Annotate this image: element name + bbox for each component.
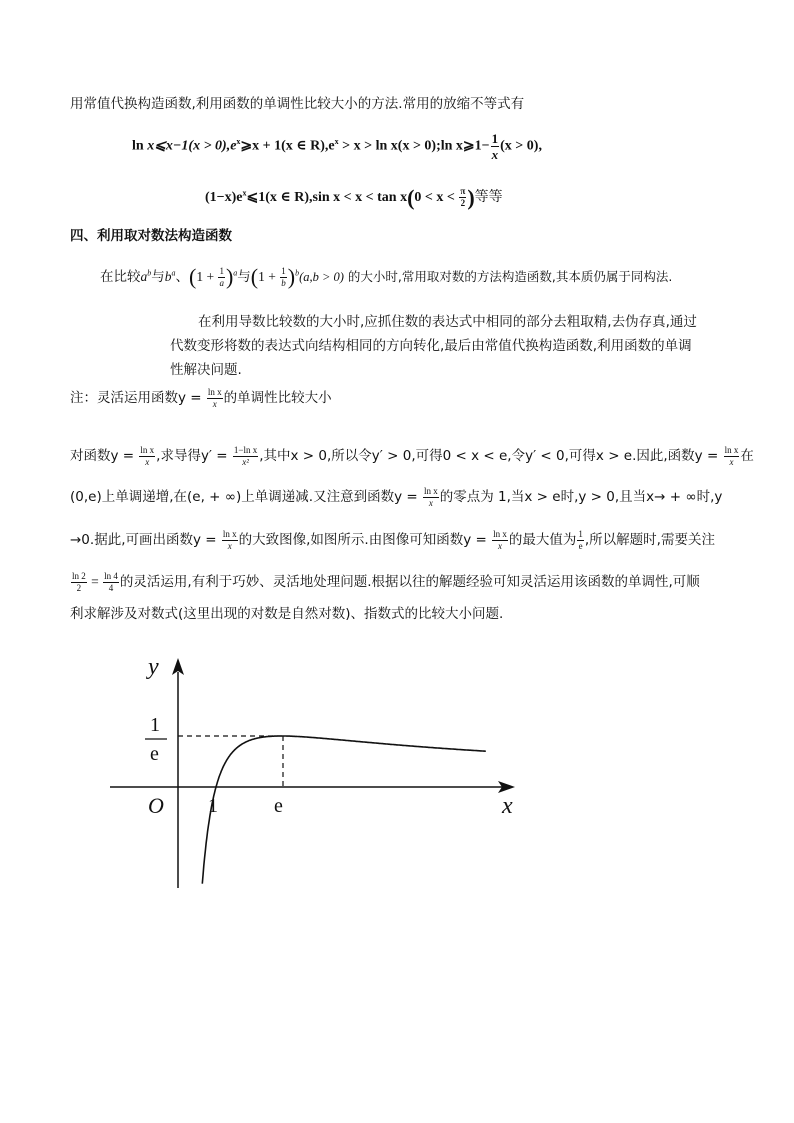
ineq2-part-d: 等等 [474,189,503,205]
intro-paragraph [70,94,524,114]
para-l3f2-den: x [497,540,502,551]
p2-part-g: 的大小时,常用取对数的方法构造函数,其本质仍属于同构法. [343,269,673,284]
p2-part-b: 与 [151,269,165,285]
p2-fraction-2 [280,267,287,288]
ineq2-part-c: 0 < x < [414,190,459,205]
section-heading [70,226,232,246]
note-frac-num: ln x [207,386,222,397]
para-l3f3-num: 1 [578,528,583,539]
p2-d2: 1 + [258,269,280,284]
p2-part-e: 与 [237,269,251,285]
para-l1b: ,求导得y′ = [156,448,232,464]
ineq2-sup-a: x [242,188,247,198]
p2-d2-sup: b [295,268,300,278]
p2-part-a: 在比较 [100,269,141,285]
x-tick-one: 1 [208,795,218,817]
para-l3f3-den: e [578,540,583,551]
para-l2f-num: ln x [423,485,438,496]
p2-b-sup: a [171,268,176,278]
analysis-line-3 [70,527,715,553]
ineq2-open-paren: ( [407,184,415,210]
y-tick-numerator: 1 [150,714,160,736]
ineq1-part-e: (x > 0), [500,138,542,154]
para-l3c: 的最大值为 [508,532,577,548]
para-l3-frac2 [492,530,508,551]
ineq2-frac-num: π [460,186,466,197]
note-frac-den: x [212,398,217,409]
function-graph [100,650,530,895]
analysis-line-4 [70,569,700,595]
note-line [70,385,332,411]
para-l1-frac3 [724,446,740,467]
p2-part-f: (a,b > 0) [299,270,344,284]
ineq1-part-b: x⩽x−1(x > 0),e [147,138,237,154]
p2-open-paren-2: ( [250,264,259,289]
ineq1-part-d: > x > ln x(x > 0);ln x⩾1− [338,138,490,154]
para-l4f2-den: 4 [108,582,114,593]
y-axis-label: y [148,654,159,680]
ineq1-sup-c: x [334,137,339,147]
para-l1f3-num: ln x [724,444,739,455]
ineq2-part-a: (1−x)e [205,190,243,205]
p2-close-paren-2: ) [287,264,296,289]
note-part-a: 注：灵活运用函数y = [70,390,206,406]
analysis-line-5 [70,604,503,624]
para-l4-frac2 [103,572,119,593]
para-l2-frac [423,487,439,508]
intro-text: 用常值代换构造函数,利用函数的单调性比较大小的方法.常用的放缩不等式有 [70,96,525,112]
ineq1-part-a: ln [132,138,148,154]
para-l3f2-num: ln x [493,528,507,539]
para-l1f1-num: ln x [140,444,155,455]
para-l1f1-den: x [145,456,150,467]
para-l4f1-den: 2 [76,582,82,593]
p2-d1-sup: a [233,268,238,278]
para-l1f2-den: x² [242,456,249,467]
tip-line-1: 在利用导数比较数的大小时,应抓住数的表达式中相同的部分去粗取精,去伪存真,通过 [198,314,697,330]
para-l3a: →0.据此,可画出函数y = [70,532,221,548]
p2-open-paren-1: ( [189,264,197,289]
ineq1-frac-den: x [491,147,499,162]
para-l3b: 的大致图像,如图所示.由图像可知函数y = [238,532,492,548]
inequality-line-1 [132,132,542,161]
para-l1f2-num: 1−ln x [233,444,258,455]
curve-y-lnx-over-x [202,736,486,884]
p2-close-paren-1: ) [225,264,234,289]
ineq1-part-c: ⩾x + 1(x ∈ R),e [240,138,335,154]
note-fraction [207,388,223,409]
note-part-b: 的单调性比较大小 [223,390,332,406]
p2-fraction-1 [218,267,225,288]
analysis-line-2 [70,484,722,510]
para-l4b: 的灵活运用,有利于巧妙、灵活地处理问题.根据以往的解题经验可知灵活运用该函数的单调性,可顺 [119,574,700,590]
p2-frac2-den: b [281,277,286,288]
para-l1d: 在 [740,448,754,464]
para-l4f1-num: ln 2 [72,570,86,581]
log-method-paragraph [100,264,672,290]
para-l3-frac3 [577,530,584,551]
p2-frac1-num: 1 [219,265,224,276]
x-tick-e: e [274,795,283,817]
analysis-line-1 [70,443,754,469]
ineq2-frac-den: 2 [460,198,466,209]
origin-label: O [148,793,164,818]
para-l1a: 对函数y = [70,448,139,464]
para-l1-frac2 [233,446,258,467]
para-l4-frac1 [71,572,87,593]
para-l2f-den: x [428,497,433,508]
ineq1-sup-b: x [236,137,241,147]
y-tick-denominator: e [150,743,159,765]
p2-b-base: b [164,269,172,284]
p2-d1: 1 + [196,269,218,284]
para-l2a: (0,e)上单调递增,在(e, + ∞)上单调递减.又注意到函数y = [70,489,422,505]
para-l1c: ,其中x > 0,所以令y′ > 0,可得0 < x < e,令y′ < 0,可得x > e.因此,函数y = [259,448,723,464]
para-l1-frac1 [139,446,155,467]
para-l5: 利求解涉及对数式(这里出现的对数是自然对数)、指数式的比较大小问题. [70,606,504,622]
ineq2-fraction [459,187,466,208]
para-l1f3-den: x [729,456,734,467]
section-heading-text: 四、利用取对数法构造函数 [70,228,232,244]
tip-block [170,310,730,382]
para-l3f1-den: x [227,540,232,551]
ineq1-frac-num: 1 [491,131,499,146]
tip-line-2: 代数变形将数的表达式向结构相同的方向转化,最后由常值代换构造函数,利用函数的单调 [170,338,692,354]
para-l3d: ,所以解题时,需要关注 [584,532,715,548]
p2-frac2-num: 1 [281,265,286,276]
para-l4a: = [87,574,103,589]
para-l3f1-num: ln x [222,528,237,539]
p2-a-sup: b [147,268,152,278]
para-l3-frac1 [222,530,238,551]
p2-a-base: a [140,269,148,284]
x-axis-label: x [502,793,513,819]
p2-part-c: 、 [175,269,189,285]
p2-frac1-den: a [219,277,224,288]
para-l2b: 的零点为 1,当x > e时,y > 0,且当x→ + ∞时,y [439,489,723,505]
para-l4f2-num: ln 4 [104,570,118,581]
inequality-line-2 [205,184,503,211]
tip-line-3: 性解决问题. [170,362,242,378]
ineq2-part-b: ⩽1(x ∈ R),sin x < x < tan x [246,190,408,205]
ineq2-close-paren: ) [467,184,475,210]
ineq1-fraction [491,132,500,161]
